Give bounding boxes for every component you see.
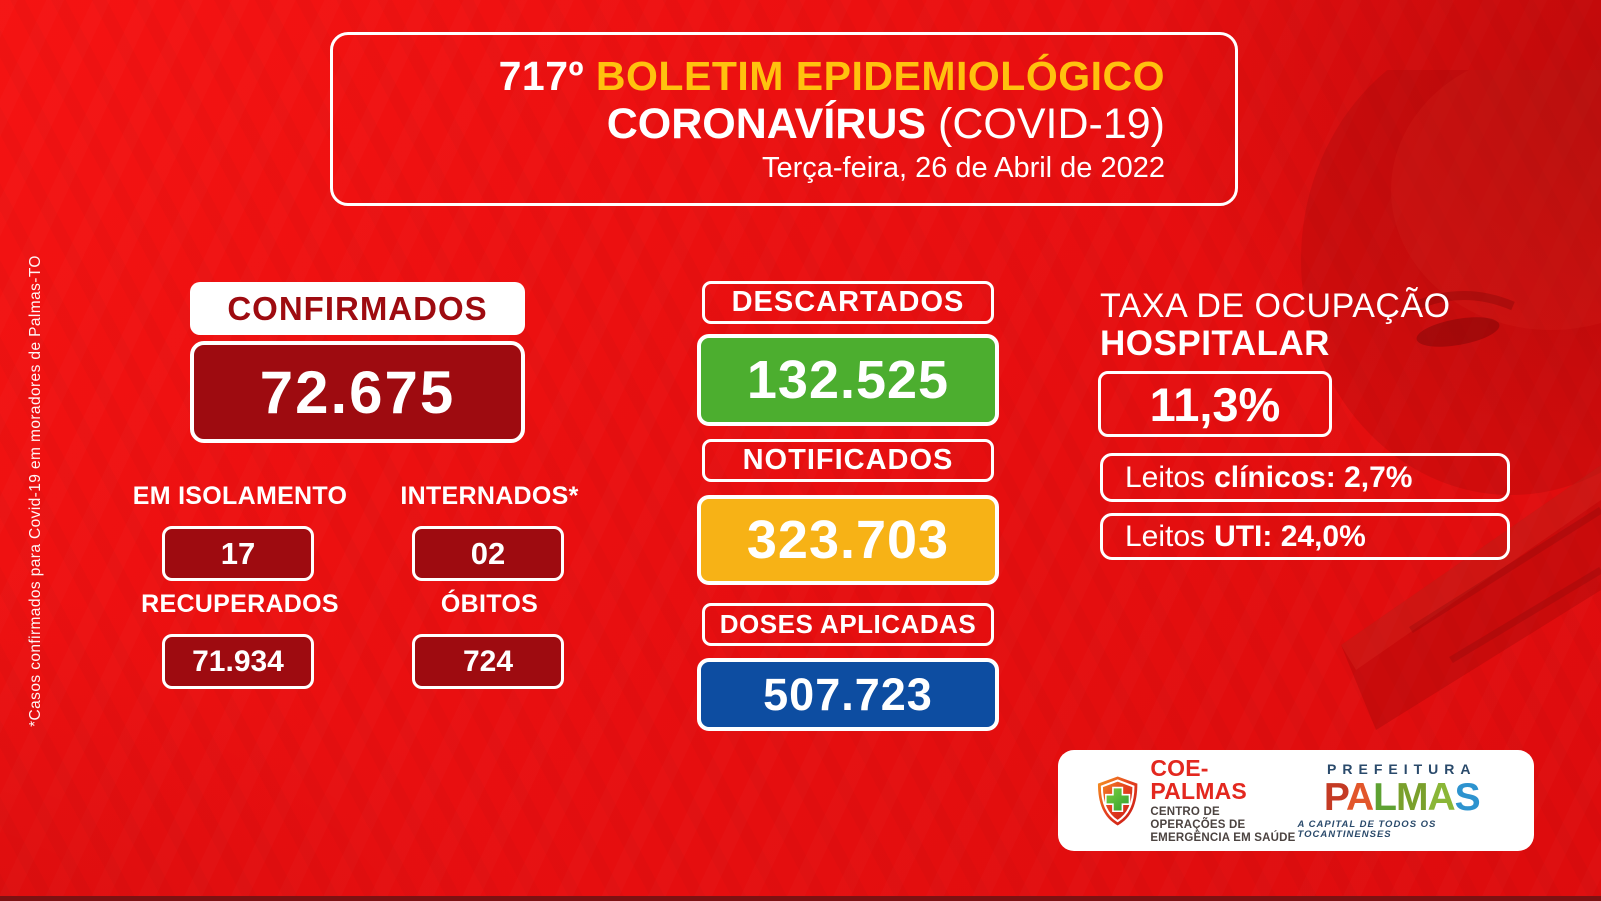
header-title-box	[330, 32, 1238, 206]
palmas-wordmark	[1324, 778, 1480, 818]
doses-label: DOSES APLICADAS	[702, 603, 994, 646]
footer-logos-card	[1058, 750, 1534, 851]
confirmed-label: CONFIRMADOS	[190, 282, 525, 335]
shield-cross-icon	[1094, 771, 1141, 831]
notified-value: 323.703	[697, 495, 999, 585]
occupancy-title	[1100, 288, 1451, 362]
doses-value: 507.723	[697, 658, 999, 731]
recovered-label: RECUPERADOS	[141, 590, 339, 618]
clinical-beds-prefix: Leitos	[1125, 460, 1206, 494]
coe-palmas-logo	[1094, 754, 1298, 845]
occupancy-rate: 11,3%	[1098, 371, 1332, 437]
icu-beds-prefix: Leitos	[1125, 519, 1206, 553]
discarded-label: DESCARTADOS	[702, 281, 994, 324]
subtitle-covid: (COVID-19)	[938, 99, 1165, 148]
palmas-letter: M	[1395, 776, 1428, 819]
palmas-letter: A	[1427, 776, 1455, 819]
coe-name: COE-PALMAS	[1150, 754, 1247, 804]
side-footnote: *Casos confirmados para Covid-19 em moradores de Palmas-TO	[27, 255, 44, 727]
notified-label: NOTIFICADOS	[702, 439, 994, 482]
icu-beds-value: UTI: 24,0%	[1214, 519, 1366, 553]
bulletin-number: 717º	[498, 52, 585, 99]
bulletin-title	[499, 53, 1165, 99]
palmas-letter: P	[1323, 776, 1346, 819]
isolation-value: 17	[162, 526, 314, 581]
clinical-beds-value: clínicos: 2,7%	[1214, 460, 1413, 494]
deaths-value: 724	[412, 634, 564, 689]
bulletin-date: Terça-feira, 26 de Abril de 2022	[761, 151, 1165, 184]
palmas-letter: A	[1345, 776, 1374, 819]
discarded-value: 132.525	[697, 334, 999, 426]
clinical-beds-row	[1100, 453, 1510, 502]
bulletin-title-text: BOLETIM EPIDEMIOLÓGICO	[595, 52, 1165, 99]
occupancy-title-line2: HOSPITALAR	[1100, 324, 1330, 363]
deaths-label: ÓBITOS	[440, 590, 539, 618]
prefeitura-palmas-logo	[1298, 762, 1506, 839]
palmas-letter: L	[1373, 776, 1396, 819]
coe-subtitle-line2: EMERGÊNCIA EM SAÚDE	[1150, 831, 1296, 844]
recovered-value: 71.934	[162, 634, 314, 689]
icu-beds-row	[1100, 513, 1510, 560]
coe-subtitle-line1: CENTRO DE OPERAÇÕES DE	[1150, 805, 1246, 831]
bottom-edge-strip	[0, 896, 1601, 901]
isolation-label: EM ISOLAMENTO	[132, 482, 348, 510]
confirmed-value: 72.675	[190, 341, 525, 443]
palmas-letter: S	[1454, 776, 1480, 819]
bulletin-subtitle	[607, 101, 1165, 148]
subtitle-coronavirus: CORONAVÍRUS	[606, 99, 927, 148]
hospitalized-label: INTERNADOS*	[400, 482, 579, 510]
prefeitura-tagline: A CAPITAL DE TODOS OS TOCANTINENSES	[1297, 819, 1437, 840]
hospitalized-value: 02	[412, 526, 564, 581]
prefeitura-label: PREFEITURA	[1327, 761, 1477, 777]
occupancy-title-line1: TAXA DE OCUPAÇÃO	[1100, 287, 1451, 325]
